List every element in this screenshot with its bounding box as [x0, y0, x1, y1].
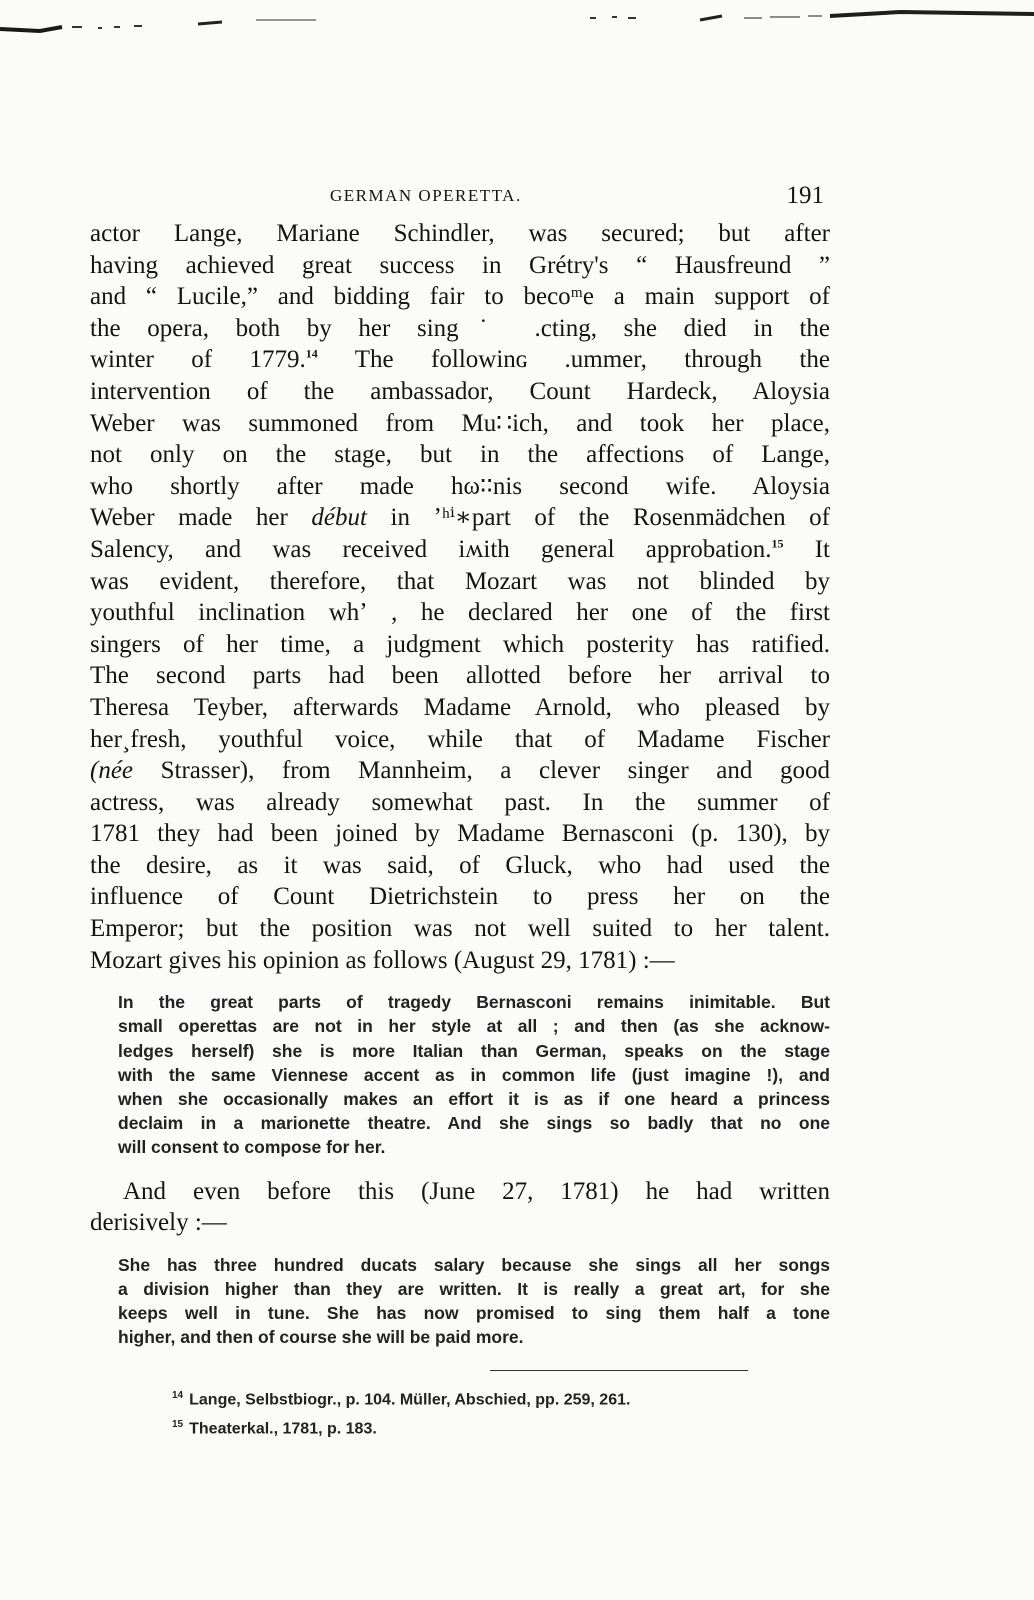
quote-line: with the same Viennese accent as in common life (just imagine !), and [118, 1064, 830, 1085]
paragraph-2 [90, 1176, 830, 1239]
italic-debut: début [311, 504, 367, 532]
text-line: And even before this (June 27, 1781) he had written [123, 1177, 830, 1205]
quote-line: small operettas are not in her style at all ; and then (as she acknow- [118, 1016, 830, 1037]
footnote-number: 15 [172, 1419, 184, 1430]
text-fragment: winter of 1779. [90, 346, 306, 374]
quote-line: a division higher than they are written. It is really a great art, for she [118, 1279, 830, 1300]
text-fragment: Weber made her [90, 504, 312, 532]
footnote-divider [490, 1370, 748, 1371]
text-line [90, 755, 830, 787]
text-line: not only on the stage, but in the affections of Lange, [90, 441, 830, 469]
quote-line: declaim in a marionette theatre. And she sings so badly that no one [118, 1113, 830, 1134]
paragraph-1 [90, 218, 830, 976]
text-fragment: in ʼʰⁱ∗part of the Rosenmädchen of [366, 504, 830, 532]
text-line [90, 344, 830, 376]
book-page [90, 182, 830, 1441]
text-fragment: The followinɢ .ummer, through the [317, 346, 830, 374]
running-head-title: GERMAN OPERETTA. [330, 186, 522, 205]
running-head [90, 182, 830, 218]
footnote-text: Lange, Selbstbiogr., p. 104. Müller, Abschied, pp. 259, 261. [189, 1391, 631, 1408]
text-line: influence of Count Dietrichstein to press her on the [90, 883, 830, 911]
quote-line: when she occasionally makes an effort it is as if one heard a princess [118, 1089, 830, 1110]
quote-line: will consent to compose for her. [118, 1137, 386, 1158]
text-line: the opera, both by her sing˙ .cting, she died in the [90, 314, 830, 342]
text-line: singers of her time, a judgment which posterity has ratified. [90, 630, 830, 658]
footnote-ref-15[interactable]: 15 [771, 536, 784, 551]
text-fragment: Salency, and was received iʍith general approbation. [90, 535, 772, 563]
text-line [90, 502, 830, 534]
page-number: 191 [786, 182, 824, 209]
text-line: 1781 they had been joined by Madame Bernasconi (p. 130), by [90, 820, 830, 848]
block-quote-1 [90, 990, 830, 1159]
text-line: derisively :— [90, 1209, 227, 1237]
scan-edge-marks [0, 0, 1034, 40]
text-line: youthful inclination whʼ , he declared her one of the first [90, 599, 830, 627]
block-quote-2 [90, 1253, 830, 1350]
text-line: Emperor; but the position was not well suited to her talent. [90, 915, 830, 943]
footnote-text: Theaterkal., 1781, p. 183. [189, 1420, 377, 1438]
text-line: the desire, as it was said, of Gluck, who had used the [90, 851, 830, 879]
text-fragment: Strasser), from Mannheim, a clever singer and good [133, 757, 830, 785]
quote-line: higher, and then of course she will be paid more. [118, 1327, 524, 1348]
text-line: and “ Lucile,” and bidding fair to becoᵐe a main support of [90, 283, 830, 311]
footnotes [172, 1383, 830, 1442]
text-line: having achieved great success in Grétry's “ Hausfreund ” [90, 251, 830, 279]
footnote-ref-14[interactable]: 14 [305, 347, 318, 362]
footnote-number: 14 [172, 1389, 184, 1401]
text-line: actor Lange, Mariane Schindler, was secured; but after [90, 220, 830, 247]
text-line: actress, was already somewhat past. In the summer of [90, 788, 830, 816]
quote-line: She has three hundred ducats salary because she sings all her songs [118, 1254, 830, 1275]
italic-nee: (née [90, 757, 134, 785]
text-line: was evident, therefore, that Mozart was not blinded by [90, 567, 830, 595]
footnote-15 [172, 1412, 830, 1441]
footnote-14 [172, 1383, 830, 1412]
text-line: Weber was summoned from Mu∷ich, and took her place, [90, 409, 830, 437]
text-fragment: It [783, 535, 830, 563]
text-line: Mozart gives his opinion as follows (August 29, 1781) :— [90, 946, 675, 974]
text-line [90, 534, 830, 566]
quote-line: In the great parts of tragedy Bernasconi remains inimitable. But [118, 992, 830, 1013]
quote-line: ledges herself) she is more Italian than German, speaks on the stage [118, 1040, 830, 1061]
quote-line: keeps well in tune. She has now promised to sing them half a tone [118, 1303, 830, 1324]
text-line: Theresa Teyber, afterwards Madame Arnold, who pleased by [90, 693, 830, 721]
text-line: who shortly after made hω∶∶nis second wife. Aloysia [90, 472, 830, 500]
text-line: her¸fresh, youthful voice, while that of Madame Fischer [90, 725, 830, 753]
text-line: intervention of the ambassador, Count Hardeck, Aloysia [90, 377, 830, 405]
text-line: The second parts had been allotted before her arrival to [90, 662, 830, 690]
